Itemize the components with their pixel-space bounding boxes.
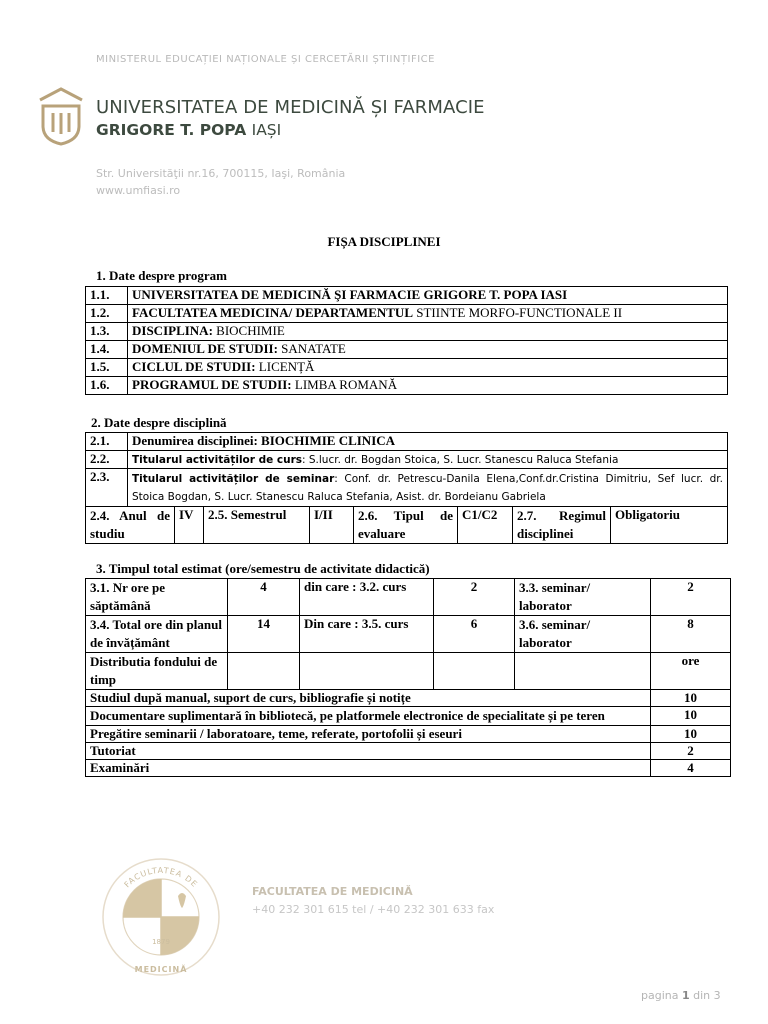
section3-heading: 3. Timpul total estimat (ore/semestru de activitate didactică) — [96, 561, 430, 576]
table-row: 1.5. CICLUL DE STUDII: LICENȚĂ — [86, 359, 728, 377]
university-subname: GRIGORE T. POPA IAȘI — [96, 121, 282, 139]
table-row: Pregătire seminarii / laboratoare, teme, referate, portofolii și eseuri 10 — [86, 726, 731, 743]
table-row: 3.1. Nr ore pe săptămână 4 din care : 3.2. curs 2 3.3. seminar/ laborator 2 — [86, 579, 731, 616]
table-row: 1.6. PROGRAMUL DE STUDII: LIMBA ROMANĂ — [86, 377, 728, 395]
table-row: 1.3. DISCIPLINA: BIOCHIMIE — [86, 323, 728, 341]
discipline-table — [85, 432, 728, 544]
faculty-name: FACULTATEA DE MEDICINĂ — [252, 885, 413, 898]
faculty-seal-icon — [96, 856, 226, 978]
table-row: 2.3. Titularul activităților de seminar: Conf. dr. Petrescu-Danila Elena,Conf.dr.Cristina Dimitriu, Sef lucr. dr. Stoica Bogdan, S. Lucr. Stanescu Raluca Stefania, Asist. dr. Bordeianu Gabriela — [86, 469, 728, 507]
university-logo-icon — [36, 86, 86, 146]
document-title: FIȘA DISCIPLINEI — [327, 234, 441, 249]
website: www.umfiasi.ro — [96, 184, 181, 197]
address-block — [96, 165, 345, 199]
table-row: Documentare suplimentară în bibliotecă, pe platformele electronice de specialitate și pe teren 10 — [86, 707, 731, 726]
table-row: Distributia fondului de timp ore — [86, 653, 731, 690]
table-row: 2.1. Denumirea disciplinei: BIOCHIMIE CLINICA — [86, 433, 728, 451]
seal-top-text: FACULTATEA DE — [122, 865, 200, 890]
section2-heading: 2. Date despre disciplină — [91, 415, 227, 430]
phone-fax: +40 232 301 615 tel / +40 232 301 633 fax — [252, 903, 495, 916]
page-number: pagina 1 din 3 — [641, 989, 721, 1002]
table-row: Studiul după manual, suport de curs, bibliografie și notițe 10 — [86, 690, 731, 707]
address: Str. Universităţii nr.16, 700115, Iaşi, România — [96, 167, 346, 180]
seal-year: 1879 — [152, 938, 170, 946]
table-row: 2.4. Anul de studiu IV 2.5. Semestrul I/II 2.6. Tipul de evaluare C1/C2 2.7. Regimul disciplinei Obligatoriu — [86, 507, 728, 544]
university-name: UNIVERSITATEA DE MEDICINĂ ȘI FARMACIE — [96, 97, 485, 118]
time-table — [85, 578, 731, 777]
table-row: Examinări 4 — [86, 760, 731, 777]
table-row: 1.1. UNIVERSITATEA DE MEDICINĂ ŞI FARMACIE GRIGORE T. POPA IASI — [86, 287, 728, 305]
table-row: Tutoriat 2 — [86, 743, 731, 760]
section1-heading: 1. Date despre program — [96, 268, 227, 283]
table-row: 1.4. DOMENIUL DE STUDII: SANATATE — [86, 341, 728, 359]
table-row: 3.4. Total ore din planul de învățământ 14 Din care : 3.5. curs 6 3.6. seminar/ laborator 8 — [86, 616, 731, 653]
table-row: 2.2. Titularul activităților de curs: S.lucr. dr. Bogdan Stoica, S. Lucr. Stanescu Raluca Stefania — [86, 451, 728, 469]
table-row: 1.2. FACULTATEA MEDICINA/ DEPARTAMENTUL STIINTE MORFO-FUNCTIONALE II — [86, 305, 728, 323]
program-table — [85, 286, 728, 395]
ministry-header: MINISTERUL EDUCAȚIEI NAȚIONALE ȘI CERCETĂRII ȘTIINȚIFICE — [96, 54, 435, 65]
seal-bottom-text: MEDICINĂ — [134, 965, 188, 974]
